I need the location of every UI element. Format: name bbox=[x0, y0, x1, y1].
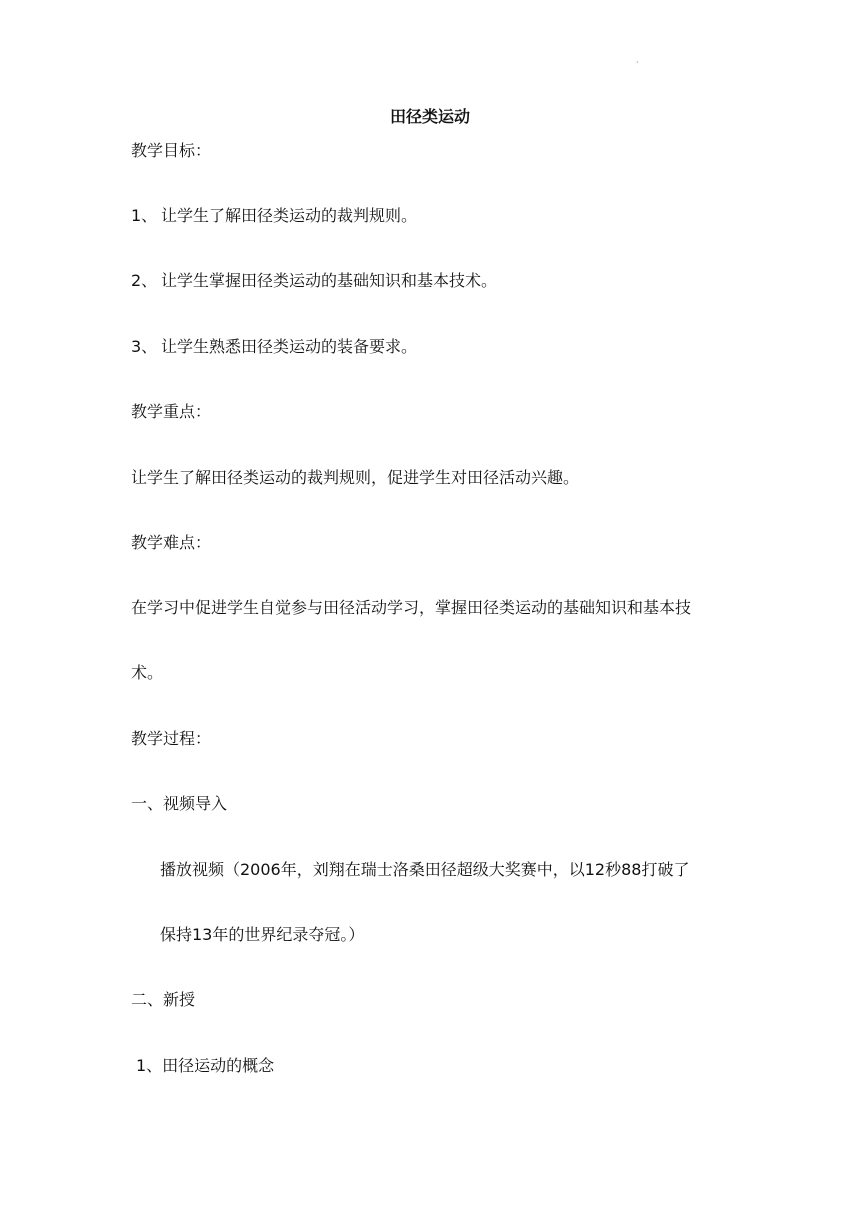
key-points-heading: 教学重点： bbox=[131, 402, 212, 421]
objective-item-2 bbox=[131, 270, 497, 292]
objective-number: 2、 bbox=[131, 271, 158, 290]
objective-text: 让学生掌握田径类运动的基础知识和基本技术。 bbox=[161, 271, 498, 290]
section1-text-line2: 保持13年的世界纪录夺冠。） bbox=[160, 925, 365, 944]
objectives-heading: 教学目标： bbox=[131, 141, 212, 160]
section2-item-1: 1、田径运动的概念 bbox=[136, 1056, 275, 1075]
objective-text: 让学生了解田径类运动的裁判规则。 bbox=[161, 206, 418, 225]
header-mark: · bbox=[636, 58, 639, 67]
document-title: 田径类运动 bbox=[389, 107, 470, 126]
section1-text-line1: 播放视频（2006年，刘翔在瑞士洛桑田径超级大奖赛中，以12秒88打破了 bbox=[160, 860, 690, 879]
section2-heading: 二、新授 bbox=[131, 990, 196, 1009]
objective-item-1 bbox=[131, 205, 417, 227]
objective-text: 让学生熟悉田径类运动的装备要求。 bbox=[161, 337, 418, 356]
objective-item-3 bbox=[131, 336, 417, 358]
difficulties-text-line1: 在学习中促进学生自觉参与田径活动学习，掌握田径类运动的基础知识和基本技 bbox=[131, 598, 692, 617]
key-points-text: 让学生了解田径类运动的裁判规则，促进学生对田径活动兴趣。 bbox=[131, 468, 580, 487]
difficulties-heading: 教学难点： bbox=[131, 533, 212, 552]
section1-heading: 一、视频导入 bbox=[131, 794, 228, 813]
process-heading: 教学过程： bbox=[131, 729, 212, 748]
difficulties-text-line2: 术。 bbox=[131, 663, 164, 682]
objective-number: 3、 bbox=[131, 337, 158, 356]
objective-number: 1、 bbox=[131, 206, 158, 225]
